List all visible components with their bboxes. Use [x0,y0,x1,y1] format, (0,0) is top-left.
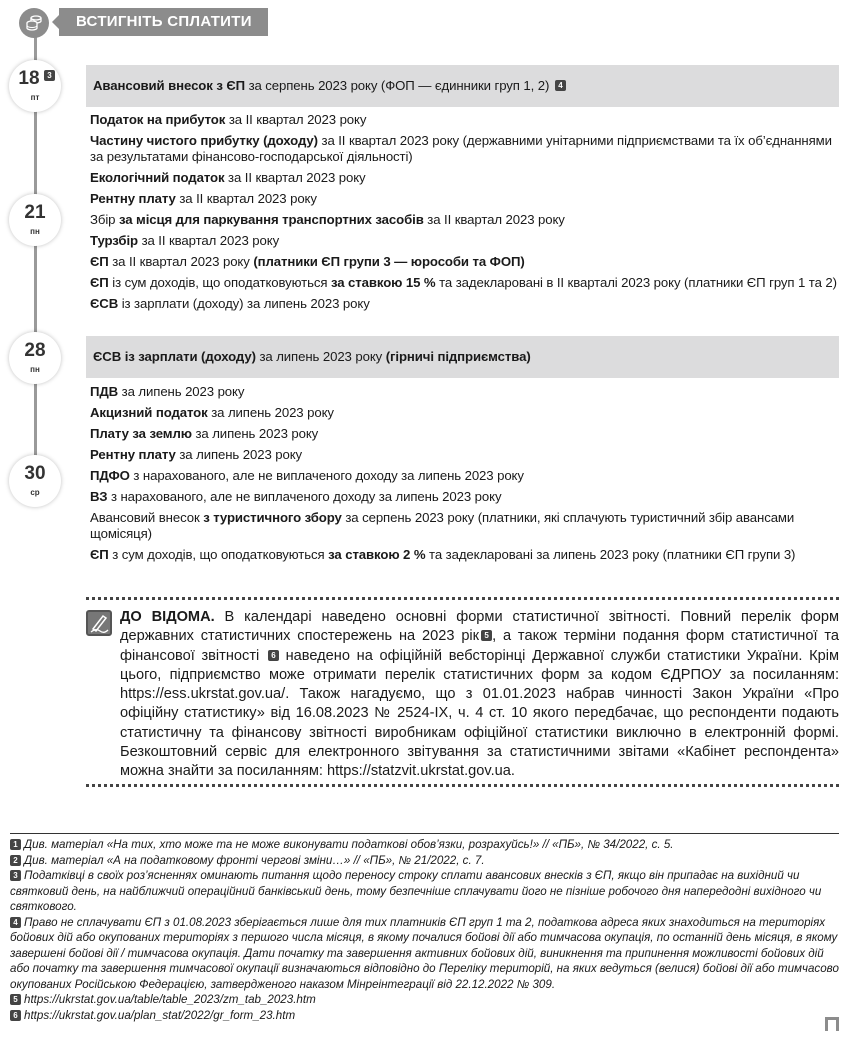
footnotes [10,833,839,1023]
info-note [86,597,839,787]
note-text: ДО ВІДОМА. В календарі наведено основні форми статистичної звітності. Повний перелік форм державних статистичних спостережень на 2023 рік 5 , а також терміни подання форм статистичної та фінансової звітності 6 наведено на офіційній вебсторінці Державної служби статистики України. Крім цього, підприємство може отримати перелік статистичних форм за кодом ЄДРПОУ за посиланням: https://ess.ukrstat.gov.ua/. Також нагадуємо, що з 01.01.2023 набрав чинності Закон України «Про офіційну статистику» від 16.08.2023 № 2524-IX, ч. 4 ст. 10 якого передбачає, що респонденти подають статистичну та фінансову звітності виробникам офіційної статистики виключно в електронній формі. Безкоштовний сервіс для електронного звітування за статистичними звітами «Кабінет респондента» можна знайти за посиланням: https://statzvit.ukrstat.gov.ua. [120,609,839,780]
coins-icon [19,8,49,38]
list-item: Збір за місця для паркування транспортних засобів за ІІ квартал 2023 року [90,212,565,227]
list-item: Рентну плату за липень 2023 року [90,447,303,462]
weekday: пн [30,227,40,236]
day-number: 21 [24,202,46,223]
footnote: 2 Див. матеріал «А на податковому фронті чергові зміни…» // «ПБ», № 21/2022, с. 7. [10,853,839,869]
day-number: 28 [24,340,46,361]
footnote-badge[interactable]: 4 [555,80,566,91]
pen-note-icon [86,610,112,636]
section-title: ВСТИГНІТЬ СПЛАТИТИ [59,8,268,36]
highlight-row: ЄСВ із зарплати (доходу) за липень 2023 року (гірничі підприємства) [86,336,839,378]
list-item: ВЗ з нарахованого, але не виплаченого доходу за липень 2023 року [90,489,502,504]
list-item: ЄП за ІІ квартал 2023 року (платники ЄП групи 3 — юрособи та ФОП) [90,254,525,269]
footnote-link[interactable]: 6 https://ukrstat.gov.ua/plan_stat/2022/gr_form_23.htm [10,1008,839,1024]
footnote: 4 Право не сплачувати ЄП з 01.08.2023 зберігається лише для тих платників ЄП груп 1 та 2, податкова адреса яких знаходиться на територіях бойових дій або окупованих територіях з першого числа місяця, в якому почалися бойові дії або тимчасова окупація, по останній день місяця, в якому завершені бойові дії / тимчасова окупація. Дати початку та завершення активних бойових дій, виникнення та припинення можливості бойових дій або початку та завершення тимчасової окупації визначаються відповідно до Переліку територій, на яких ведуться (велися) бойові дії або тимчасово окупованих Російською Федерацією, затвердженого наказом Мінреінтеграції від 22.12.2022 № 309. [10,915,839,991]
day-marker-28 [9,332,61,384]
deadline-30 [86,384,839,568]
weekday: пт [30,93,40,102]
footnote: 3 Податківці в своїх роз’ясненнях оминають питання щодо переносу строку сплати авансових внесків з ЄП, якщо він припадає на вихідний чи святковий день, на найближчий операційний банківський день, тому безпечніше сплачувати його не пізніше робочого дня напередодні вихідного чи святкового. [10,869,822,913]
deadline-28 [86,336,839,378]
weekday: ср [30,488,40,497]
list-item: ПДФО з нарахованого, але не виплаченого доходу за липень 2023 року [90,468,524,483]
footnote-badge[interactable]: 3 [44,70,55,81]
list-item: Плату за землю за липень 2023 року [90,426,319,441]
day-number: 30 [24,463,46,484]
highlight-row [86,65,839,107]
list-item: Частину чистого прибутку (доходу) за ІІ квартал 2023 року (державними унітарними підприємствами та їх об’єднаннями за результатами фінансово-господарської діяльності) [90,133,832,164]
weekday: пн [30,365,40,374]
list-item: Турзбір за ІІ квартал 2023 року [90,233,280,248]
list-item: Акцизний податок за липень 2023 року [90,405,334,420]
footnote-link[interactable]: 5 https://ukrstat.gov.ua/table/table_2023/zm_tab_2023.htm [10,992,839,1008]
list-item: Податок на прибуток за ІІ квартал 2023 року [90,112,367,127]
tax-name: Авансовий внесок з ЄП [93,78,245,93]
day-marker-18 [9,60,61,112]
tax-desc: за серпень 2023 року (ФОП — єдинники груп 1, 2) [245,78,550,93]
list-item: ПДВ за липень 2023 року [90,384,245,399]
footnote: 1 Див. матеріал «На тих, хто може та не може виконувати податкові обов’язки, розрахуйсь!» // «ПБ», № 34/2022, с. 5. [10,837,839,853]
day-marker-30 [9,455,61,507]
list-item: Рентну плату за ІІ квартал 2023 року [90,191,317,206]
deadline-21 [86,112,839,317]
footnote-badge[interactable]: 5 [481,630,492,641]
page-marker-icon [825,1017,839,1031]
day-marker-21 [9,194,61,246]
list-item: ЄП з сум доходів, що оподатковуються за ставкою 2 % та задекларовані за липень 2023 року (платники ЄП групи 3) [90,547,796,562]
list-item: ЄП із сум доходів, що оподатковуються за ставкою 15 % та задекларовані в ІІ кварталі 2023 року (платники ЄП груп 1 та 2) [90,275,837,290]
list-item: ЄСВ із зарплати (доходу) за липень 2023 року [90,296,370,311]
day-number: 18 [18,68,40,89]
list-item: Авансовий внесок з туристичного збору за серпень 2023 року (платники, які сплачують туристичний збір авансами щомісяця) [90,510,795,541]
deadline-18 [86,65,839,107]
list-item: Екологічний податок за ІІ квартал 2023 року [90,170,366,185]
footnote-badge[interactable]: 6 [268,650,279,661]
